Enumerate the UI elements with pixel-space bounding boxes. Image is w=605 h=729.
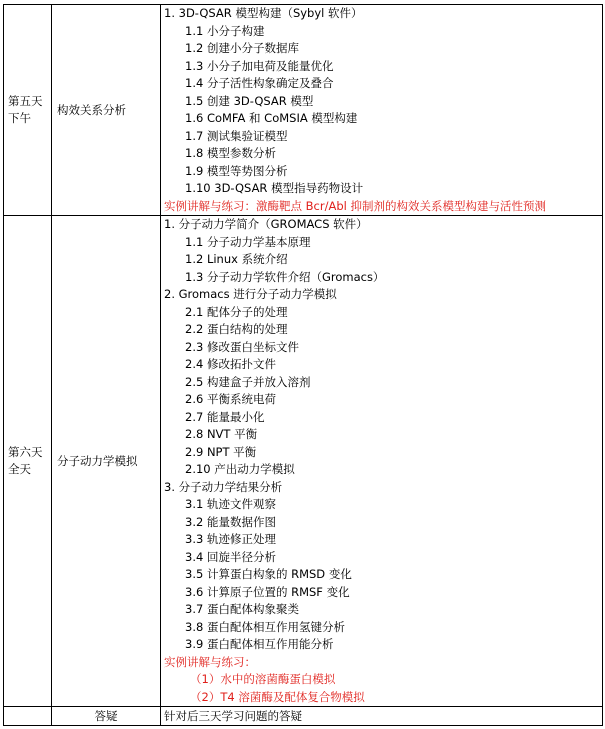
exercise-line: 实例讲解与练习：激酶靶点 Bcr/Abl 抑制剂的构效关系模型构建与活性预测: [164, 198, 546, 213]
subsection-item: 2.4 修改拓扑文件: [185, 357, 276, 371]
subsection-item: 2.6 平衡系统电荷: [185, 392, 276, 406]
section-heading: 1. 3D-QSAR 模型构建（Sybyl 软件）: [164, 6, 363, 20]
subsection-item: 2.7 能量最小化: [185, 409, 265, 424]
time-label: 下午: [8, 111, 31, 125]
day-cell: [4, 5, 52, 216]
subsection-item: 1.7 测试集验证模型: [185, 128, 288, 143]
subsection-item: 3.1 轨迹文件观察: [185, 497, 276, 511]
section-heading: 1. 分子动力学简介（GROMACS 软件）: [164, 217, 368, 231]
subsection-item: 2.10 产出动力学模拟: [185, 462, 295, 476]
day-cell: [4, 216, 52, 707]
schedule-table: [3, 4, 603, 726]
subsection-item: 3.7 蛋白配体构象聚类: [185, 602, 299, 616]
subsection-item: 3.4 回旋半径分析: [185, 549, 276, 564]
subsection-item: 1.6 CoMFA 和 CoMSIA 模型构建: [185, 111, 358, 125]
subsection-item: 1.3 小分子加电荷及能量优化: [185, 58, 334, 73]
section-heading: 3. 分子动力学结果分析: [164, 479, 283, 494]
subsection-item: 3.9 蛋白配体相互作用能分析: [185, 637, 334, 651]
exercise-line: 实例讲解与练习：: [164, 654, 256, 669]
day-label: 第五天: [8, 94, 43, 108]
qa-content-cell: 针对后三天学习问题的答疑: [161, 707, 603, 726]
exercise-line: （1）水中的溶菌酶蛋白模拟: [190, 672, 336, 686]
content-cell: [161, 5, 603, 216]
row-qa: [4, 707, 603, 726]
subsection-item: 2.3 修改蛋白坐标文件: [185, 339, 299, 354]
subsection-item: 2.9 NPT 平衡: [185, 444, 257, 459]
subsection-item: 1.4 分子活性构象确定及叠合: [185, 76, 334, 90]
subsection-item: 1.10 3D-QSAR 模型指导药物设计: [185, 181, 364, 195]
content-cell: [161, 216, 603, 707]
subsection-item: 2.1 配体分子的处理: [185, 304, 288, 319]
topic-cell: 构效关系分析: [52, 5, 161, 216]
subsection-item: 1.2 创建小分子数据库: [185, 41, 299, 55]
time-label: 全天: [8, 462, 31, 476]
exercise-line: （2）T4 溶菌酶及配体复合物模拟: [190, 689, 365, 704]
subsection-item: 2.8 NVT 平衡: [185, 427, 258, 441]
subsection-item: 2.2 蛋白结构的处理: [185, 322, 288, 336]
section-heading: 2. Gromacs 进行分子动力学模拟: [164, 287, 337, 301]
content-lines: [161, 5, 602, 215]
subsection-item: 3.2 能量数据作图: [185, 514, 276, 529]
subsection-item: 1.9 模型等势图分析: [185, 163, 288, 178]
schedule-body: [4, 5, 603, 726]
subsection-item: 2.5 构建盒子并放入溶剂: [185, 374, 311, 389]
subsection-item: 3.6 计算原子位置的 RMSF 变化: [185, 584, 350, 599]
row-day5: [4, 5, 603, 216]
subsection-item: 3.3 轨迹修正处理: [185, 532, 276, 546]
subsection-item: 1.8 模型参数分析: [185, 146, 276, 160]
subsection-item: 3.5 计算蛋白构象的 RMSD 变化: [185, 567, 352, 581]
subsection-item: 1.5 创建 3D-QSAR 模型: [185, 93, 314, 108]
row-day6: [4, 216, 603, 707]
subsection-item: 1.2 Linux 系统介绍: [185, 252, 288, 266]
subsection-item: 1.1 分子动力学基本原理: [185, 234, 311, 249]
subsection-item: 1.1 小分子构建: [185, 23, 265, 38]
qa-topic-cell: 答疑: [52, 707, 161, 726]
topic-cell: 分子动力学模拟: [52, 216, 161, 707]
day-cell: [4, 707, 52, 726]
content-lines: [161, 216, 602, 706]
subsection-item: 1.3 分子动力学软件介绍（Gromacs）: [185, 269, 385, 284]
day-label: 第六天: [8, 445, 43, 459]
subsection-item: 3.8 蛋白配体相互作用氢键分析: [185, 619, 345, 634]
